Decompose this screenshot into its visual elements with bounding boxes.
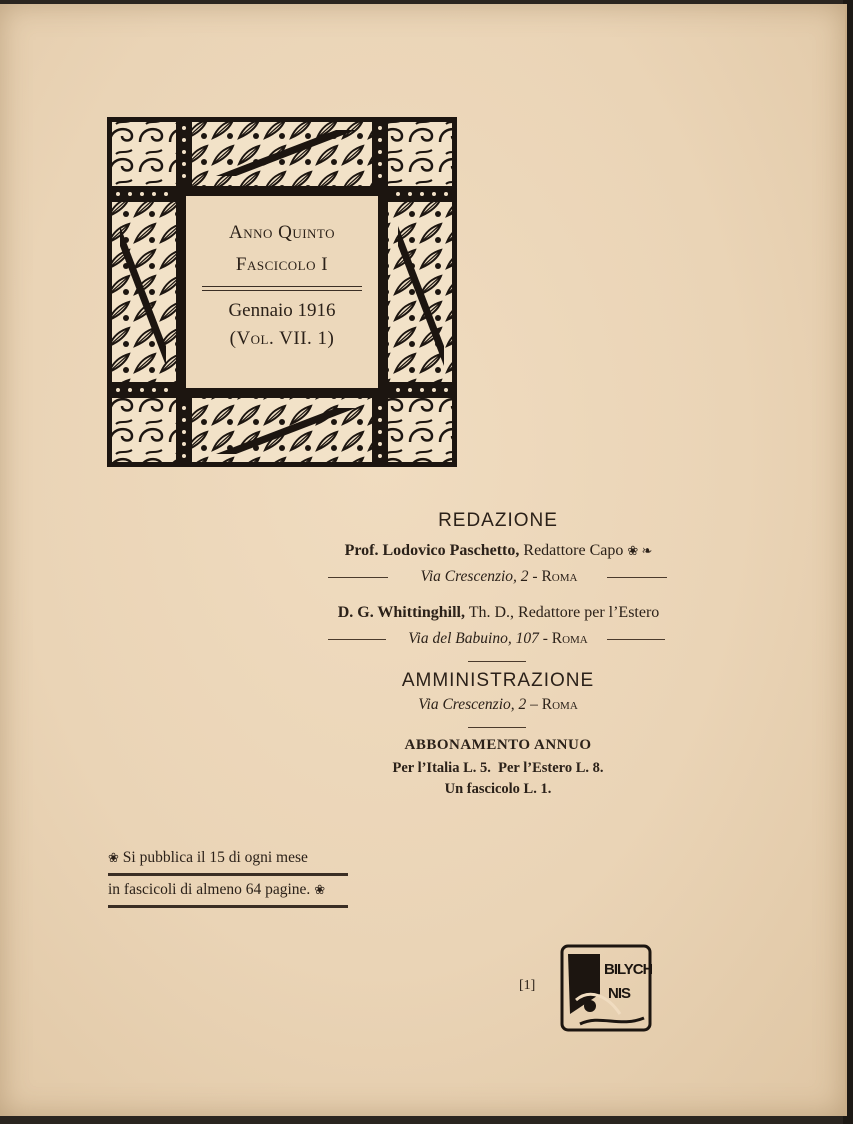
flower-ornament-icon: ❀	[314, 882, 326, 897]
redazione-heading: REDAZIONE	[438, 510, 558, 531]
amministrazione-street: Via Crescenzio, 2 –	[418, 696, 538, 713]
page-number: [1]	[519, 978, 536, 993]
issue-year-label: Anno Quinto	[228, 222, 336, 243]
amministrazione-city: Roma	[541, 696, 578, 713]
foreign-street: Via del Babuino, 107 -	[408, 630, 548, 647]
editor-line	[326, 542, 671, 560]
editor-street: Via Crescenzio, 2 -	[420, 568, 538, 585]
amministrazione-heading: AMMINISTRAZIONE	[401, 670, 595, 691]
issue-date: Gennaio 1916	[228, 300, 336, 321]
bilychnis-logo-icon	[560, 944, 652, 1036]
issue-divider	[202, 286, 362, 291]
foreign-address-rule-right	[607, 639, 665, 640]
foreign-editor-name: D. G. Whittinghill,	[337, 604, 465, 621]
abbonamento-prices: Per l’Italia L. 5. Per l’Estero L. 8.	[392, 760, 604, 776]
notice-text-1: Si pubblica il 15 di ogni mese	[122, 849, 308, 866]
issue-info-panel	[186, 190, 378, 382]
svg-text:NIS: NIS	[608, 985, 631, 1002]
editor-address-rule-left	[328, 577, 388, 578]
editor-name: Prof. Lodovico Paschetto,	[344, 542, 520, 559]
foreign-city: Roma	[551, 630, 588, 647]
section-divider-1	[468, 661, 526, 662]
editor-address-rule-right	[607, 577, 667, 578]
abbonamento-single: Un fascicolo L. 1.	[444, 781, 552, 797]
publication-notice-line2	[108, 881, 348, 908]
editor-role: Redattore Capo	[523, 542, 624, 559]
issue-fascicle-label: Fascicolo I	[235, 254, 329, 275]
bilychnis-logo	[560, 944, 652, 1041]
amministrazione-address	[380, 696, 616, 714]
notice-text-2: in fascicoli di almeno 64 pagine.	[108, 881, 311, 898]
foreign-editor-role: Th. D., Redattore per l’Estero	[468, 604, 660, 621]
foreign-editor-line	[326, 604, 671, 622]
issue-volume: (Vol. VII. 1)	[229, 328, 335, 349]
section-divider-2	[468, 727, 526, 728]
document-page	[0, 4, 847, 1116]
editor-city: Roma	[541, 568, 578, 585]
foreign-address-rule-left	[328, 639, 386, 640]
flower-ornament-icon: ❀ ❧	[627, 543, 653, 558]
publication-notice-line1	[108, 849, 348, 876]
svg-text:BILYCH: BILYCH	[604, 961, 652, 978]
abbonamento-heading: ABBONAMENTO ANNUO	[404, 737, 592, 753]
editor-address	[398, 568, 600, 586]
flower-ornament-icon: ❀	[108, 850, 119, 865]
foreign-address	[392, 630, 604, 648]
